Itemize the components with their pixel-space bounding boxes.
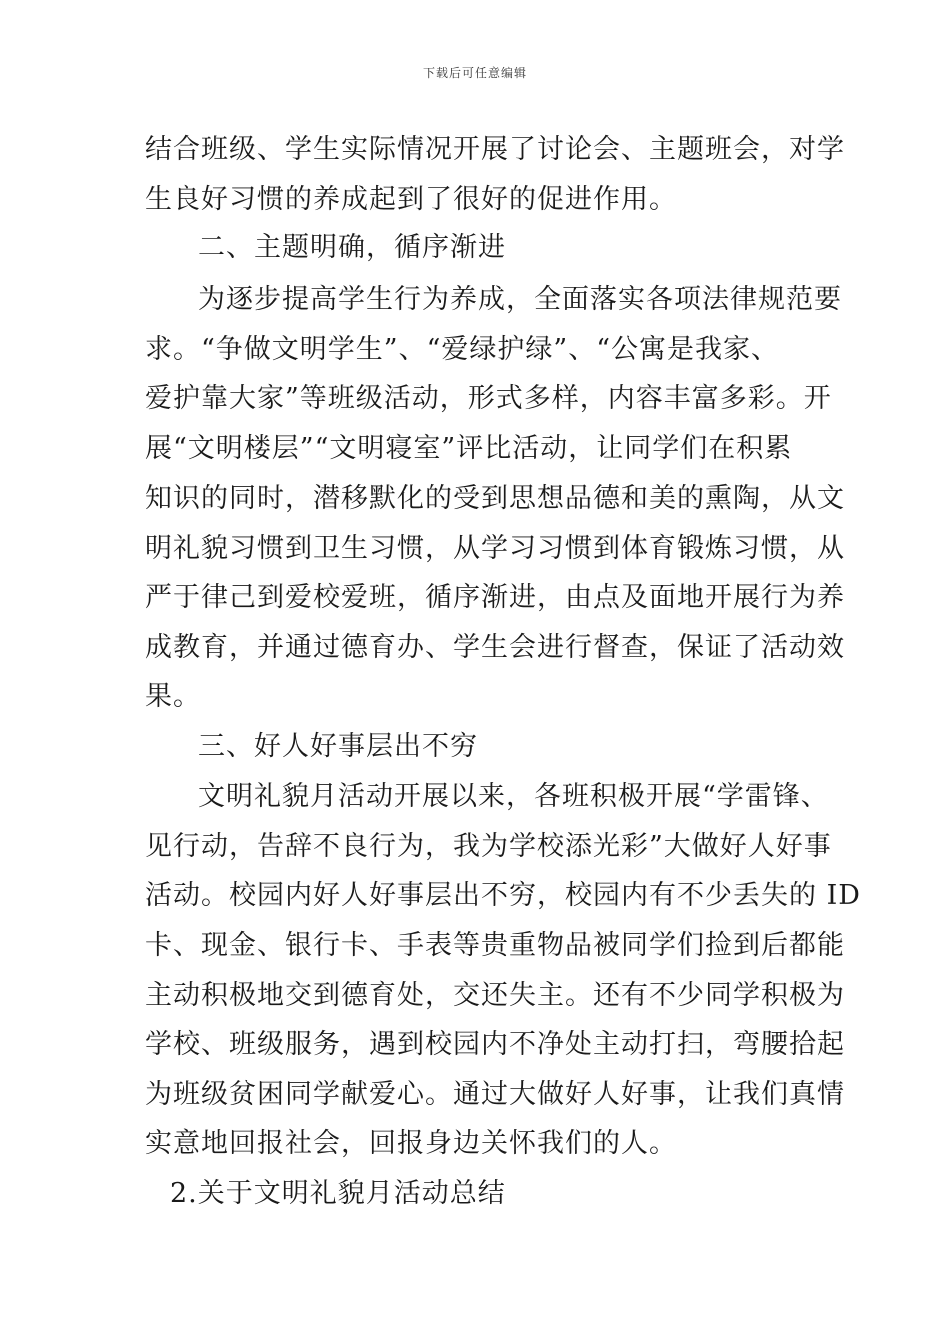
paragraph-line: 主动积极地交到德育处，交还失主。还有不少同学积极为 [145,980,845,1011]
header-note: 下载后可任意编辑 [422,66,527,80]
paragraph-line: 为班级贫困同学献爱心。通过大做好人好事，让我们真情 [145,1079,845,1110]
paragraph-line: 成教育，并通过德育办、学生会进行督查，保证了活动效 [145,632,845,663]
paragraph-line: 严于律己到爱校爱班，循序渐进，由点及面地开展行为养 [145,582,845,613]
paragraph-line: 实意地回报社会，回报身边关怀我们的人。 [145,1128,677,1159]
paragraph-line: 果。 [145,681,201,712]
paragraph-line: 卡、现金、银行卡、手表等贵重物品被同学们捡到后都能 [145,930,845,961]
paragraph-line: 知识的同时，潜移默化的受到思想品德和美的熏陶，从文 [145,483,845,514]
paragraph-line: 明礼貌习惯到卫生习惯，从学习习惯到体育锻炼习惯，从 [145,533,845,564]
paragraph-line: 结合班级、学生实际情况开展了讨论会、主题班会，对学 [145,134,845,165]
paragraph-line: 文明礼貌月活动开展以来，各班积极开展“学雷锋、 [198,781,829,812]
numbered-item-title: 2.关于文明礼貌月活动总结 [170,1178,506,1209]
section-heading-2: 二、主题明确，循序渐进 [198,232,506,263]
paragraph-line: 生良好习惯的养成起到了很好的促进作用。 [145,184,677,215]
paragraph-line: 学校、班级服务，遇到校园内不净处主动打扫，弯腰拾起 [145,1029,845,1060]
paragraph-line: 为逐步提高学生行为养成，全面落实各项法律规范要 [198,284,842,315]
paragraph-line: 展“文明楼层”“文明寝室”评比活动，让同学们在积累 [145,433,793,464]
paragraph-line: 活动。校园内好人好事层出不穷，校园内有不少丢失的 ID [145,880,861,911]
paragraph-line: 求。“争做文明学生”、“爱绿护绿”、“公寓是我家、 [145,334,780,365]
paragraph-line: 见行动，告辞不良行为，我为学校添光彩”大做好人好事 [145,831,832,862]
section-heading-3: 三、好人好事层出不穷 [198,731,478,762]
paragraph-line: 爱护靠大家”等班级活动，形式多样，内容丰富多彩。开 [145,383,832,414]
